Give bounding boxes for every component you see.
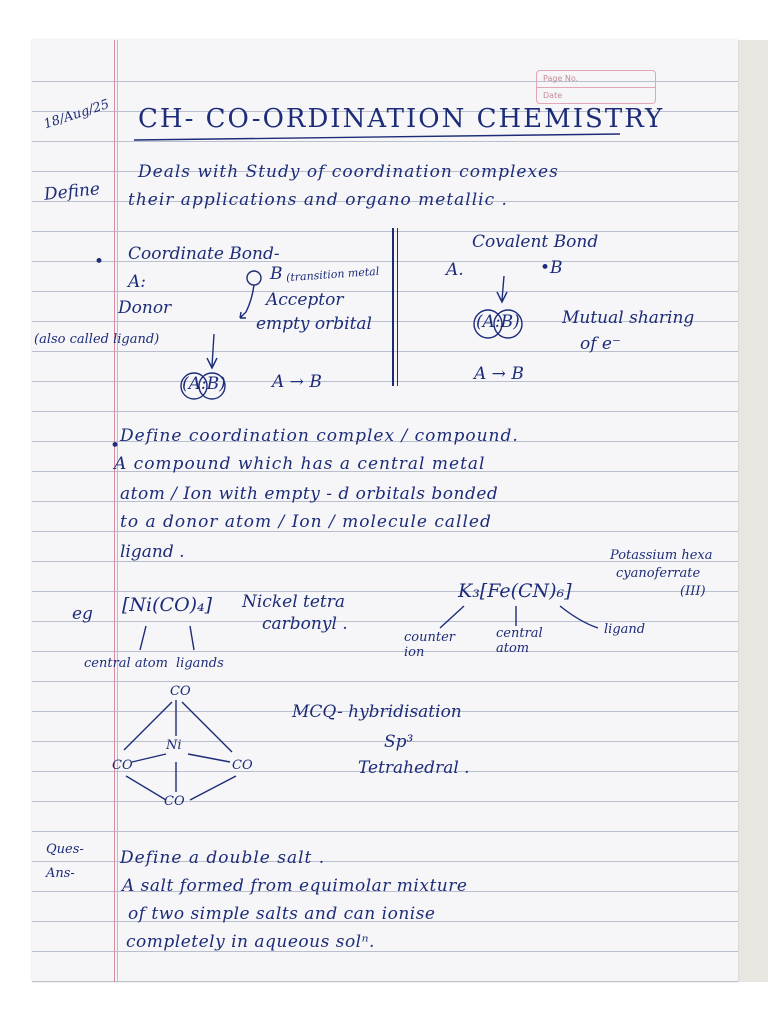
double-salt-line-3: completely in aqueous solⁿ.: [126, 932, 375, 952]
donor-label: Donor: [118, 298, 172, 318]
page-title: CH- CO-ORDINATION CHEMISTRY: [138, 104, 665, 134]
nickel-name-line-2: carbonyl .: [262, 614, 348, 634]
acceptor-circle: [247, 271, 261, 285]
coordinate-bond-b: B: [270, 264, 283, 284]
transition-metal-note: (transition metal: [285, 264, 380, 285]
definition-line-1: Deals with Study of coordination complexes: [138, 162, 559, 182]
formula-nickel-carbonyl: [Ni(CO)₄]: [122, 594, 213, 616]
mutual-sharing-label: Mutual sharing: [562, 308, 695, 328]
mcq-hybridisation: MCQ- hybridisation: [292, 702, 462, 722]
covalent-arrow: [502, 276, 504, 300]
coordinate-bond-a: A:: [128, 272, 147, 292]
covalent-bond-a: A.: [446, 260, 464, 280]
complex-line-3: to a donor atom / Ion / molecule called: [120, 512, 492, 532]
structure-co-left: CO: [112, 758, 133, 773]
structure-co-top: CO: [170, 684, 191, 699]
covalent-reaction: A → B: [474, 364, 524, 384]
ligand-arrow: [212, 334, 214, 366]
bond-left: [132, 754, 166, 762]
complex-line-2: atom / Ion with empty - d orbitals bonded: [120, 484, 499, 504]
title-underline: [134, 134, 620, 140]
coordinate-reaction: A → B: [272, 372, 322, 392]
entry-date: 18/Aug/25: [42, 97, 112, 133]
acceptor-arrow: [240, 285, 254, 318]
bullet-complex: •: [110, 436, 121, 456]
ligand-arrow-2: [560, 606, 598, 628]
potassium-name-line-1: Potassium hexa: [610, 548, 713, 563]
margin-label-ans: Ans-: [46, 866, 75, 881]
of-electron-label: of e⁻: [580, 334, 621, 354]
coordinate-bond-heading: Coordinate Bond-: [128, 244, 280, 264]
covalent-bond-heading: Covalent Bond: [472, 232, 599, 252]
central-atom-label-2: central atom: [496, 626, 543, 656]
ligand-label: ligand: [604, 622, 646, 637]
double-salt-line-2: of two simple salts and can ionise: [128, 904, 436, 924]
ligands-arrow: [190, 626, 194, 650]
counter-ion-arrow: [440, 606, 464, 628]
bond-right: [188, 754, 230, 762]
mcq-tetrahedral: Tetrahedral .: [358, 758, 470, 778]
complex-heading: Define coordination complex / compound.: [120, 426, 519, 446]
margin-label-ques: Ques-: [46, 842, 84, 857]
structure-co-bottom: CO: [164, 794, 185, 809]
double-salt-line-1: A salt formed from equimolar mixture: [122, 876, 468, 896]
covalent-overlap-label: (A:B): [476, 312, 520, 332]
empty-orbital-label: empty orbital: [256, 314, 372, 334]
potassium-name-line-3: (III): [680, 584, 706, 599]
edge-bottom-right: [190, 776, 236, 800]
structure-co-right: CO: [232, 758, 253, 773]
complex-line-1: A compound which has a central metal: [114, 454, 486, 474]
bullet-coordinate-bond: •: [94, 252, 105, 272]
central-atom-arrow: [140, 626, 146, 650]
mcq-sp3: Sp³: [384, 732, 414, 752]
covalent-circle-right: [494, 310, 522, 338]
structure-ni-center: Ni: [166, 738, 182, 753]
edge-top-left: [124, 702, 172, 750]
stamp-date: Date: [543, 91, 563, 100]
complex-line-4: ligand .: [120, 542, 185, 562]
counter-ion-label: counter ion: [404, 630, 455, 660]
ligands-label: ligands: [176, 656, 224, 671]
nickel-name-line-1: Nickel tetra: [242, 592, 346, 612]
definition-line-2: their applications and organo metallic .: [128, 190, 508, 210]
margin-label-define: Define: [43, 179, 101, 205]
formula-potassium-ferrate: K₃[Fe(CN)₆]: [458, 580, 572, 602]
overlap-circle-right: [199, 373, 225, 399]
coordinate-overlap-label: (A:B): [182, 374, 226, 394]
potassium-name-line-2: cyanoferrate: [616, 566, 701, 581]
acceptor-label: Acceptor: [266, 290, 344, 310]
edge-top-right: [182, 702, 232, 752]
also-called-ligand: (also called ligand): [34, 332, 160, 347]
covalent-bond-b: •B: [540, 258, 563, 278]
central-atom-label: central atom: [84, 656, 168, 671]
stamp-page-no: Page No.: [537, 71, 655, 88]
eg-label: eg: [72, 604, 93, 624]
edge-bottom-left: [126, 776, 166, 800]
double-salt-question: Define a double salt .: [120, 848, 326, 868]
